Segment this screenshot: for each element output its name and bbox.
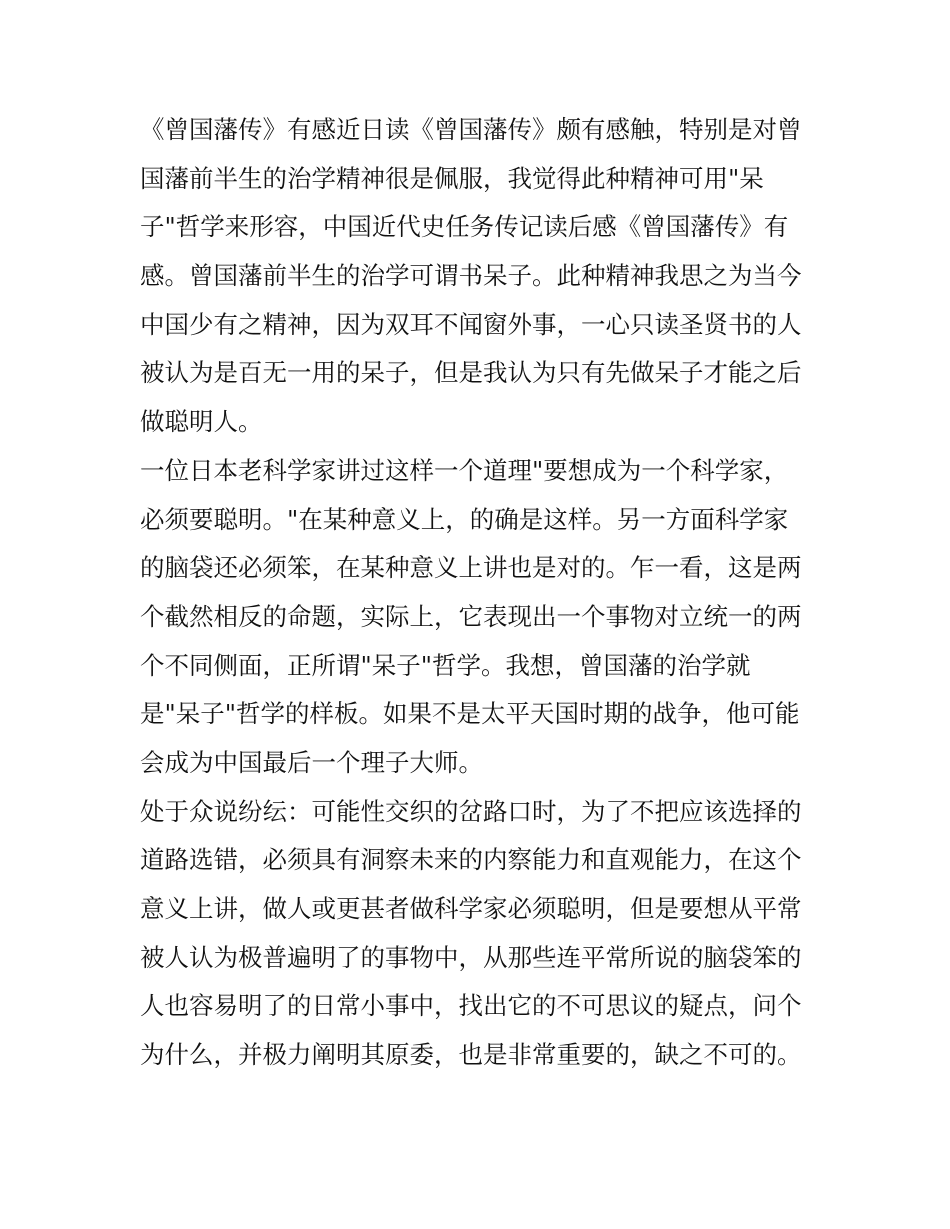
text-line: 必须要聪明。"在某种意义上，的确是这样。另一方面科学家 <box>140 504 789 534</box>
text-line: 子"哲学来形容，中国近代史任务传记读后感《曾国藩传》有 <box>140 212 789 242</box>
text-line: 被认为是百无一用的呆子，但是我认为只有先做呆子才能之后 <box>140 358 802 388</box>
text-line: 道路选错，必须具有洞察未来的内察能力和直观能力，在这个 <box>140 845 802 875</box>
text-line: 会成为中国最后一个理子大师。 <box>140 747 483 777</box>
text-line: 是"呆子"哲学的样板。如果不是太平天国时期的战争，他可能 <box>140 699 800 729</box>
text-line: 中国少有之精神，因为双耳不闻窗外事，一心只读圣贤书的人 <box>140 309 802 339</box>
text-line: 一位日本老科学家讲过这样一个道理"要想成为一个科学家， <box>140 455 789 485</box>
text-line: 意义上讲，做人或更甚者做科学家必须聪明，但是要想从平常 <box>140 894 802 923</box>
text-line: 个截然相反的命题，实际上，它表现出一个事物对立统一的两 <box>140 601 802 631</box>
text-line: 《曾国藩传》有感近日读《曾国藩传》颇有感触，特别是对曾 <box>140 115 802 144</box>
text-line: 为什么，并极力阐明其原委，也是非常重要的，缺之不可的。 <box>140 1040 802 1070</box>
text-line: 人也容易明了的日常小事中，找出它的不可思议的疑点，问个 <box>140 991 802 1021</box>
text-line: 的脑袋还必须笨，在某种意义上讲也是对的。乍一看，这是两 <box>140 553 802 583</box>
text-line: 做聪明人。 <box>140 407 263 437</box>
text-line: 处于众说纷纭：可能性交织的岔路口时，为了不把应该选择的 <box>140 796 802 826</box>
text-line: 感。曾国藩前半生的治学可谓书呆子。此种精神我思之为当今 <box>140 261 802 291</box>
text-line: 国藩前半生的治学精神很是佩服，我觉得此种精神可用"呆 <box>140 163 764 193</box>
text-line: 被人认为极普遍明了的事物中，从那些连平常所说的脑袋笨的 <box>140 942 802 972</box>
body-text <box>140 106 820 1080</box>
text-line: 个不同侧面，正所谓"呆子"哲学。我想，曾国藩的治学就 <box>140 650 751 680</box>
